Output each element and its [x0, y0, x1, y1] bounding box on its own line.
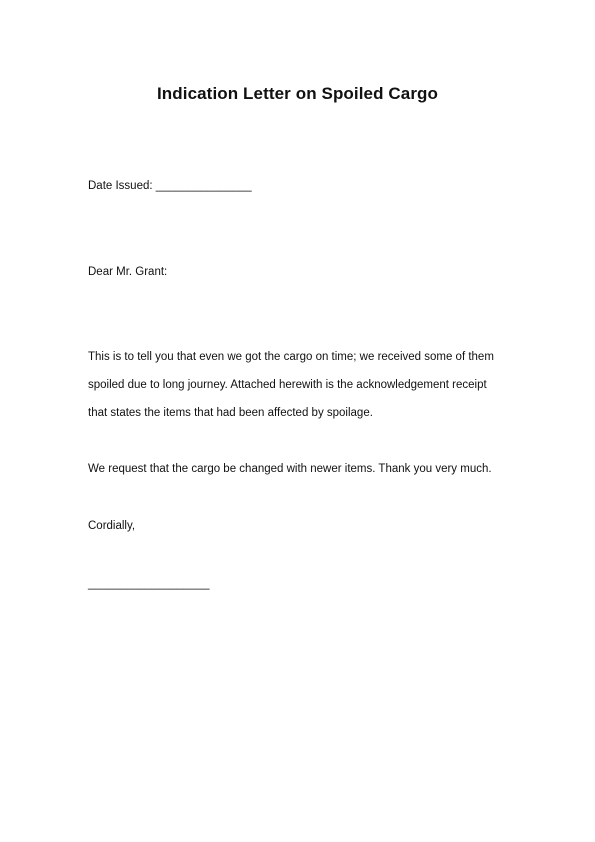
- body-line-2: spoiled due to long journey. Attached herewith is the acknowledgement receipt: [88, 379, 487, 391]
- request-paragraph: We request that the cargo be changed with newer items. Thank you very much.: [88, 463, 492, 475]
- document-title: Indication Letter on Spoiled Cargo: [156, 84, 439, 103]
- signature-line: ___________________: [88, 578, 210, 590]
- date-issued-line: Date Issued: _______________: [88, 180, 252, 192]
- body-line-3: that states the items that had been affected by spoilage.: [88, 407, 373, 419]
- body-line-1: This is to tell you that even we got the cargo on time; we received some of them: [88, 351, 494, 363]
- salutation: Dear Mr. Grant:: [88, 266, 168, 278]
- closing: Cordially,: [88, 520, 136, 532]
